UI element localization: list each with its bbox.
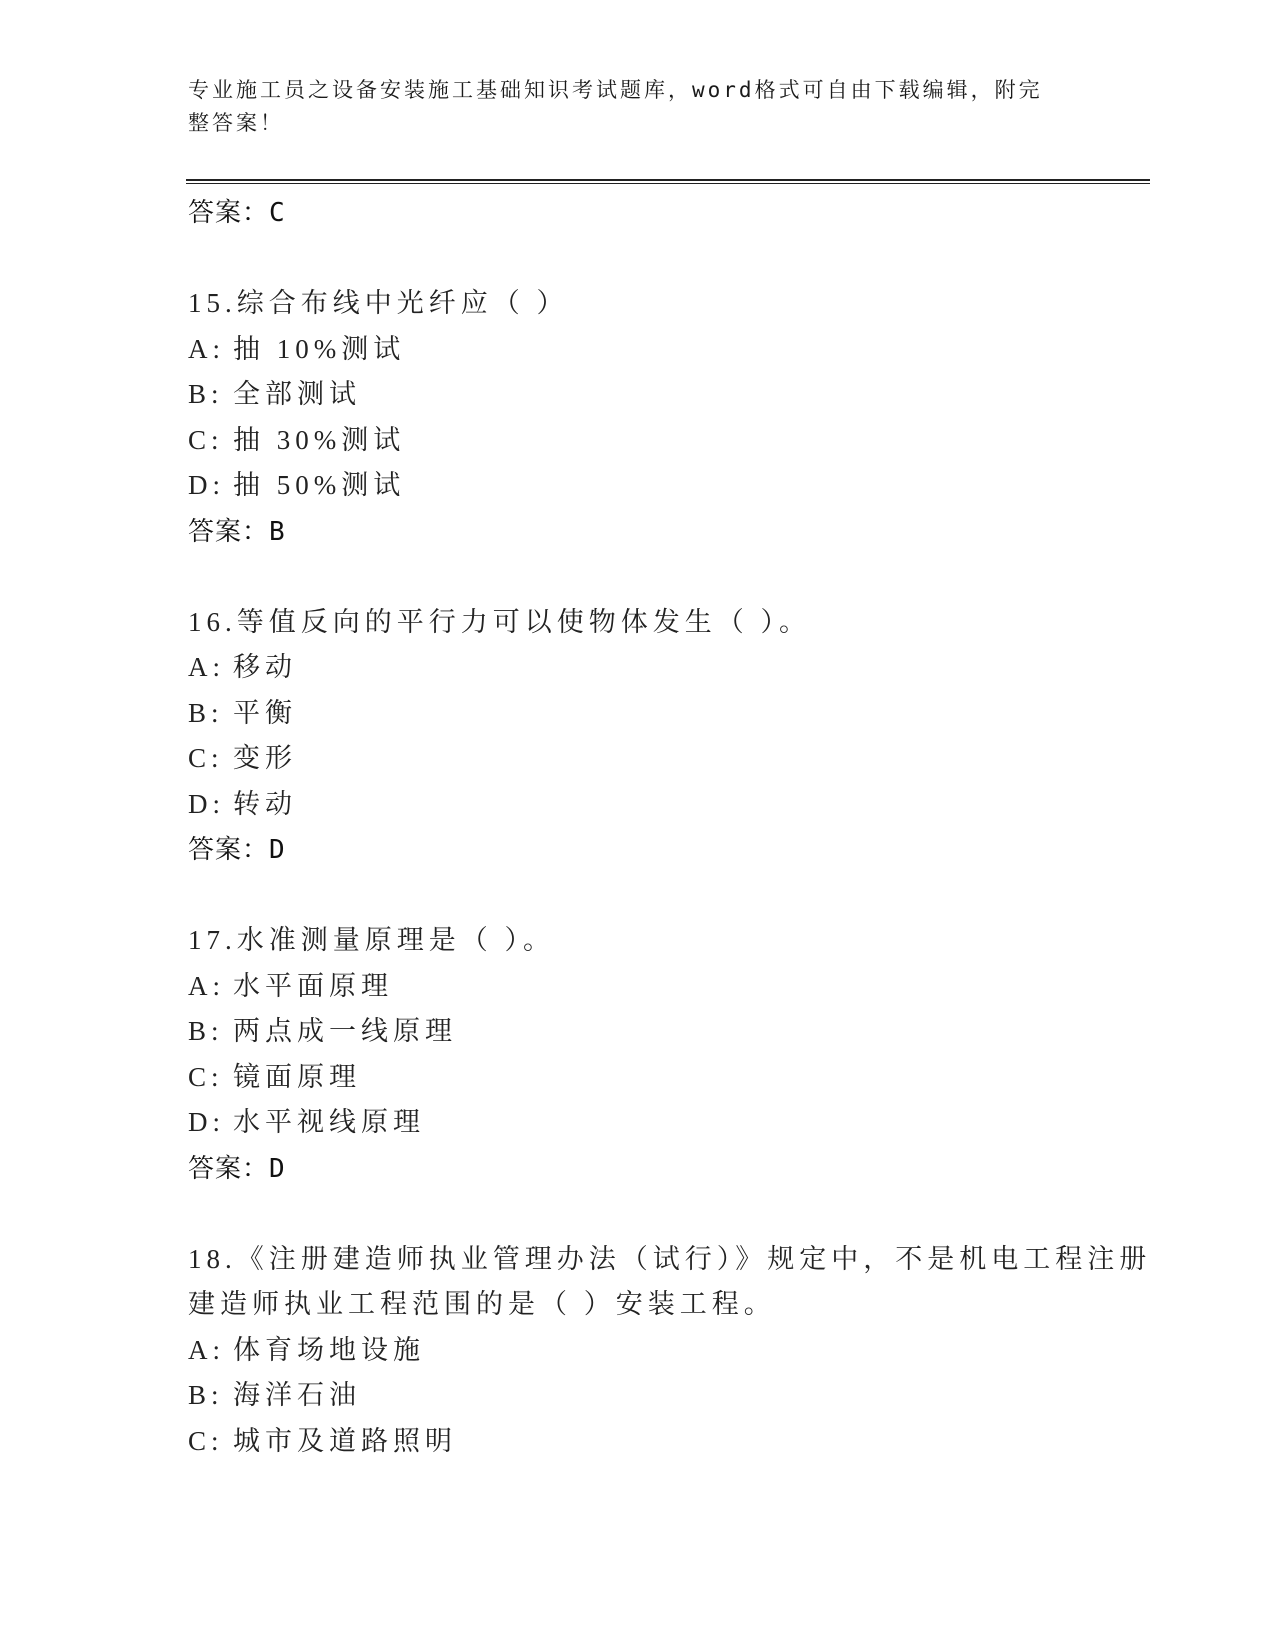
option-row: [188, 1100, 1148, 1146]
option-text: 转动: [233, 788, 297, 819]
question-text: 17.水准测量原理是（ ）。: [188, 925, 555, 955]
option-row: [188, 372, 1148, 418]
option-letter: B:: [188, 1380, 224, 1410]
option-text: 抽 10%测试: [233, 333, 406, 364]
answer-line: 答案：D: [188, 1153, 286, 1184]
option-letter: C:: [188, 743, 224, 773]
option-letter: C:: [188, 424, 224, 455]
option-row: [188, 418, 1148, 464]
option-row: [188, 964, 1148, 1010]
header-line-1: 专业施工员之设备安装施工基础知识考试题库，word格式可自由下载编辑，附完: [188, 78, 1043, 102]
option-letter: C:: [188, 1425, 224, 1456]
option-text: 平衡: [233, 697, 297, 728]
option-text: 海洋石油: [233, 1380, 361, 1410]
header-line-2: 整答案！: [188, 111, 284, 135]
option-text: 镜面原理: [233, 1061, 361, 1092]
option-text: 抽 30%测试: [233, 424, 406, 455]
option-letter: D:: [188, 1107, 225, 1137]
question-text: 建造师执业工程范围的是（ ）安装工程。: [188, 1289, 776, 1319]
option-row: [188, 782, 1148, 828]
questions-container: [188, 281, 1152, 1464]
option-row: [188, 691, 1148, 737]
option-letter: A:: [188, 970, 225, 1001]
option-row: [188, 1419, 1148, 1465]
option-text: 体育场地设施: [233, 1334, 425, 1365]
answer-line: 答案：C: [188, 198, 286, 228]
option-letter: B:: [188, 379, 224, 409]
option-letter: D:: [188, 788, 225, 819]
option-letter: A:: [188, 333, 225, 364]
question-text: 16.等值反向的平行力可以使物体发生（ ）。: [188, 606, 811, 637]
document-header: [188, 74, 1068, 140]
option-row: [188, 327, 1148, 373]
question-block: [188, 1237, 1152, 1465]
question-block: [188, 600, 1148, 874]
option-text: 城市及道路照明: [233, 1425, 457, 1456]
option-row: [188, 1328, 1148, 1374]
option-row: [188, 645, 1148, 691]
answer-line: 答案：D: [188, 835, 286, 865]
option-text: 水平视线原理: [233, 1107, 425, 1137]
option-text: 变形: [233, 743, 297, 773]
option-text: 全部测试: [233, 379, 361, 409]
option-letter: C:: [188, 1061, 224, 1092]
header-divider: [186, 179, 1150, 184]
option-text: 两点成一线原理: [233, 1016, 457, 1046]
answer-line: 答案：B: [188, 516, 286, 547]
option-row: [188, 463, 1148, 509]
option-text: 水平面原理: [233, 970, 393, 1001]
question-text: 15.综合布线中光纤应（ ）: [188, 288, 569, 318]
option-row: [188, 1009, 1148, 1055]
question-list: [188, 186, 1152, 1464]
question-block: [188, 281, 1148, 555]
option-text: 抽 50%测试: [233, 470, 406, 500]
option-row: [188, 736, 1148, 782]
option-letter: D:: [188, 470, 225, 500]
option-row: [188, 1373, 1148, 1419]
option-text: 移动: [233, 652, 297, 682]
option-letter: B:: [188, 697, 224, 728]
option-letter: B:: [188, 1016, 224, 1046]
option-row: [188, 1055, 1148, 1101]
option-letter: A:: [188, 1334, 225, 1365]
question-block: [188, 918, 1148, 1192]
option-letter: A:: [188, 652, 225, 682]
question-text: 18.《注册建造师执业管理办法（试行）》规定中，不是机电工程注册: [188, 1243, 1152, 1274]
